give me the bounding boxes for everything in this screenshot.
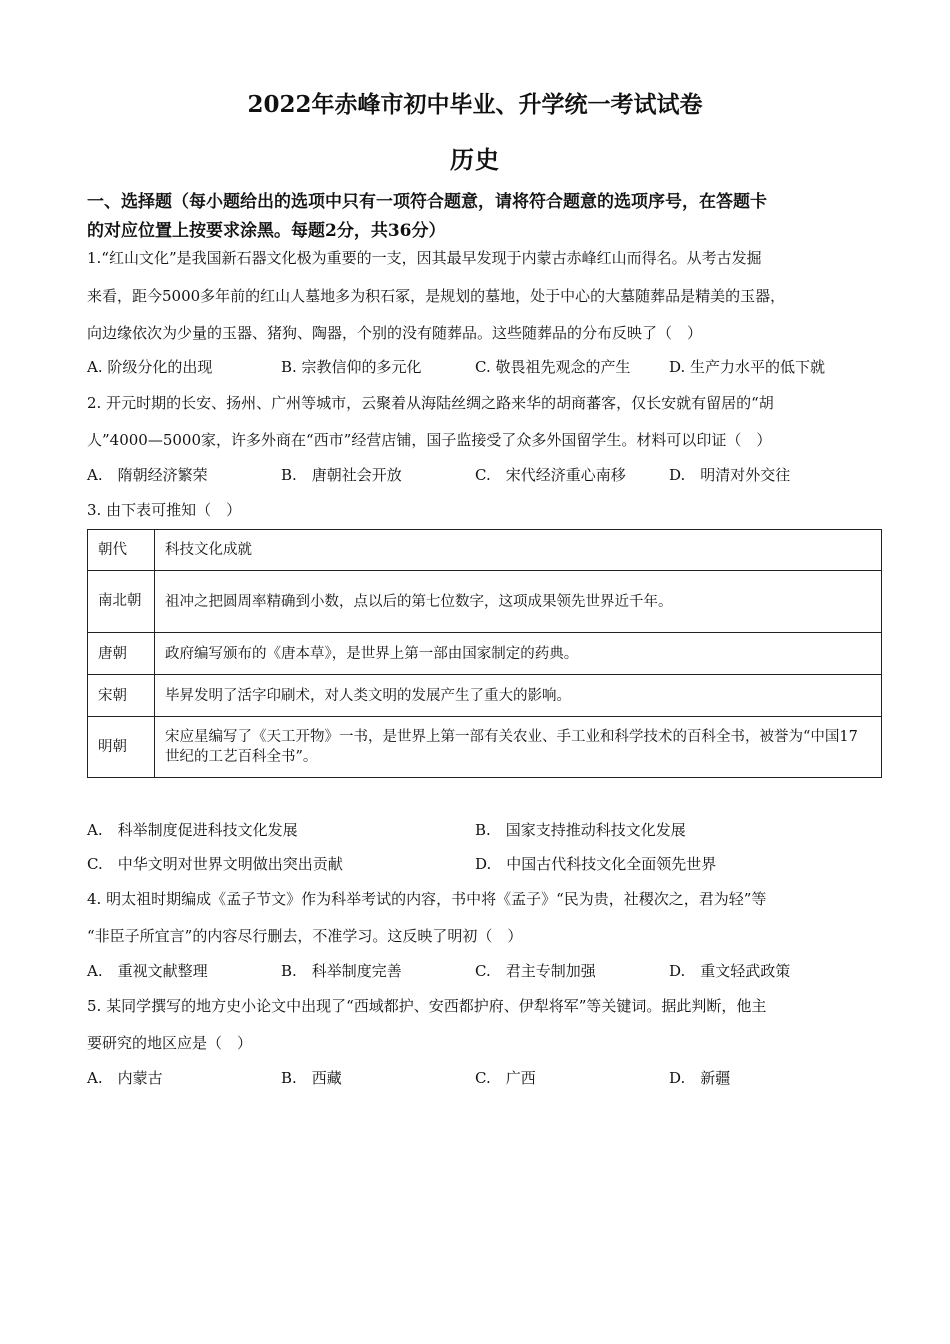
- dynasty-cell: 明朝: [88, 717, 155, 778]
- q1-option-a[interactable]: A. 阶级分化的出现: [87, 358, 213, 376]
- q5-line-1: 5. 某同学撰写的地方史小论文中出现了“西域都护、安西都护府、伊犁将军”等关键词。据此判断，他主: [87, 997, 767, 1015]
- q3-option-a[interactable]: A. 科举制度促进科技文化发展: [87, 821, 298, 839]
- achievement-cell: 祖冲之把圆周率精确到小数，点以后的第七位数字，这项成果领先世界近千年。: [155, 571, 882, 633]
- q2-option-d[interactable]: D. 明清对外交往: [669, 466, 791, 484]
- dynasty-cell: 唐朝: [88, 633, 155, 675]
- table-row: [88, 633, 882, 675]
- header-achievement: 科技文化成就: [155, 530, 882, 571]
- section-heading-line-1: 一、选择题（每小题给出的选项中只有一项符合题意，请将符合题意的选项序号，在答题卡: [87, 192, 767, 212]
- section-heading-line-2: 的对应位置上按要求涂黑。每题2分，共36分）: [87, 221, 446, 241]
- q3-option-d[interactable]: D. 中国古代科技文化全面领先世界: [475, 855, 717, 873]
- dynasty-cell: 宋朝: [88, 675, 155, 717]
- q4-line-1: 4. 明太祖时期编成《孟子节文》作为科举考试的内容，书中将《孟子》“民为贵，社稷次之，君为轻”等: [87, 890, 767, 908]
- q5-option-c[interactable]: C. 广西: [475, 1069, 536, 1087]
- q3-stem: 3. 由下表可推知（ ）: [87, 501, 242, 519]
- q4-option-a[interactable]: A. 重视文献整理: [87, 962, 208, 980]
- achievements-table: [87, 529, 882, 778]
- achievement-cell: 政府编写颁布的《唐本草》，是世界上第一部由国家制定的药典。: [155, 633, 882, 675]
- q1-option-d[interactable]: D. 生产力水平的低下就: [669, 358, 826, 376]
- q2-option-c[interactable]: C. 宋代经济重心南移: [475, 466, 626, 484]
- q4-option-d[interactable]: D. 重文轻武政策: [669, 962, 791, 980]
- q4-line-2: “非臣子所宜言”的内容尽行删去，不准学习。这反映了明初（ ）: [87, 927, 523, 945]
- q2-line-1: 2. 开元时期的长安、扬州、广州等城市，云聚着从海陆丝绸之路来华的胡商蕃客，仅长安就有留居的“胡: [87, 394, 774, 412]
- q4-option-b[interactable]: B. 科举制度完善: [281, 962, 402, 980]
- q1-option-c[interactable]: C. 敬畏祖先观念的产生: [475, 358, 631, 376]
- q3-option-b[interactable]: B. 国家支持推动科技文化发展: [475, 821, 686, 839]
- header-dynasty: 朝代: [88, 530, 155, 571]
- q2-option-b[interactable]: B. 唐朝社会开放: [281, 466, 402, 484]
- q5-option-d[interactable]: D. 新疆: [669, 1069, 731, 1087]
- q5-option-b[interactable]: B. 西藏: [281, 1069, 342, 1087]
- subject-title: 历史: [450, 145, 500, 174]
- q4-option-c[interactable]: C. 君主专制加强: [475, 962, 596, 980]
- q2-option-a[interactable]: A. 隋朝经济繁荣: [87, 466, 208, 484]
- q5-option-a[interactable]: A. 内蒙古: [87, 1069, 163, 1087]
- table-row: [88, 571, 882, 633]
- q1-line-2: 来看，距今5000多年前的红山人墓地多为积石冢，是规划的墓地，处于中心的大墓随葬品是精美的玉器，: [87, 287, 786, 305]
- q2-line-2: 人”4000—5000家，许多外商在“西市”经营店铺，国子监接受了众多外国留学生。材料可以印证（ ）: [87, 431, 772, 449]
- table-row: [88, 675, 882, 717]
- table-header-row: [88, 530, 882, 571]
- q5-line-2: 要研究的地区应是（ ）: [87, 1034, 253, 1052]
- achievement-cell: 毕昇发明了活字印刷术，对人类文明的发展产生了重大的影响。: [155, 675, 882, 717]
- q1-option-b[interactable]: B. 宗教信仰的多元化: [281, 358, 422, 376]
- q1-line-3: 向边缘依次为少量的玉器、猪狗、陶器，个别的没有随葬品。这些随葬品的分布反映了（ ）: [87, 324, 703, 342]
- q3-option-c[interactable]: C. 中华文明对世界文明做出突出贡献: [87, 855, 343, 873]
- exam-title: 2022年赤峰市初中毕业、升学统一考试试卷: [247, 91, 703, 118]
- table-row: [88, 717, 882, 778]
- achievement-cell: 宋应星编写了《天工开物》一书，是世界上第一部有关农业、手工业和科学技术的百科全书，被誉为“中国17世纪的工艺百科全书”。: [155, 717, 882, 778]
- q1-line-1: 1.“红山文化”是我国新石器文化极为重要的一支，因其最早发现于内蒙古赤峰红山而得名。从考古发掘: [87, 249, 762, 267]
- dynasty-cell: 南北朝: [88, 571, 155, 633]
